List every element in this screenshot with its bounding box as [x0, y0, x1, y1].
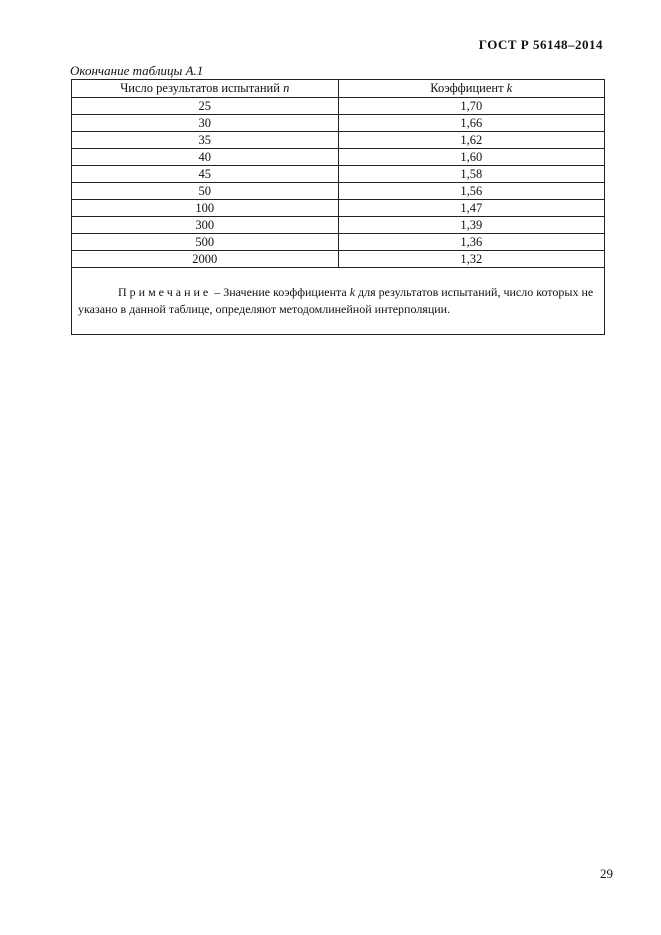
cell-k: 1,39: [338, 217, 605, 234]
cell-n: 30: [72, 115, 339, 132]
table-row: [72, 149, 605, 166]
table-note: [72, 268, 605, 335]
cell-n: 40: [72, 149, 339, 166]
column-header-n: [72, 80, 339, 98]
table-row: [72, 200, 605, 217]
cell-n: 300: [72, 217, 339, 234]
note-text-after: для результатов испытаний, число которых не указано в данной таблице, определяют методомлинейной интерполяции.: [78, 285, 594, 316]
note-label: Примечание: [118, 285, 212, 299]
note-row: [72, 268, 605, 335]
table-row: [72, 132, 605, 149]
note-text-before: – Значение коэффициента: [211, 285, 350, 299]
table-row: [72, 166, 605, 183]
cell-k: 1,56: [338, 183, 605, 200]
column-header-k-label: Коэффициент: [430, 81, 507, 95]
cell-n: 2000: [72, 251, 339, 268]
cell-k: 1,47: [338, 200, 605, 217]
cell-n: 45: [72, 166, 339, 183]
table-row: [72, 217, 605, 234]
table-caption: Окончание таблицы А.1: [70, 63, 204, 78]
cell-n: 100: [72, 200, 339, 217]
note-var: k: [349, 285, 356, 299]
table-row: [72, 115, 605, 132]
column-header-n-var: n: [283, 81, 290, 95]
table-row: [72, 251, 605, 268]
cell-k: 1,66: [338, 115, 605, 132]
column-header-k: [338, 80, 605, 98]
cell-n: 500: [72, 234, 339, 251]
cell-n: 35: [72, 132, 339, 149]
column-header-n-label: Число результатов испытаний: [120, 81, 284, 95]
document-code: ГОСТ Р 56148–2014: [478, 37, 603, 52]
table-row: [72, 183, 605, 200]
cell-k: 1,60: [338, 149, 605, 166]
cell-k: 1,32: [338, 251, 605, 268]
column-header-k-var: k: [506, 81, 513, 95]
cell-n: 50: [72, 183, 339, 200]
cell-k: 1,36: [338, 234, 605, 251]
cell-k: 1,62: [338, 132, 605, 149]
coefficient-table: [71, 79, 605, 335]
page-number: 29: [600, 866, 613, 881]
cell-k: 1,70: [338, 98, 605, 115]
cell-k: 1,58: [338, 166, 605, 183]
cell-n: 25: [72, 98, 339, 115]
table-row: [72, 98, 605, 115]
table-row: [72, 234, 605, 251]
table-header-row: [72, 80, 605, 98]
